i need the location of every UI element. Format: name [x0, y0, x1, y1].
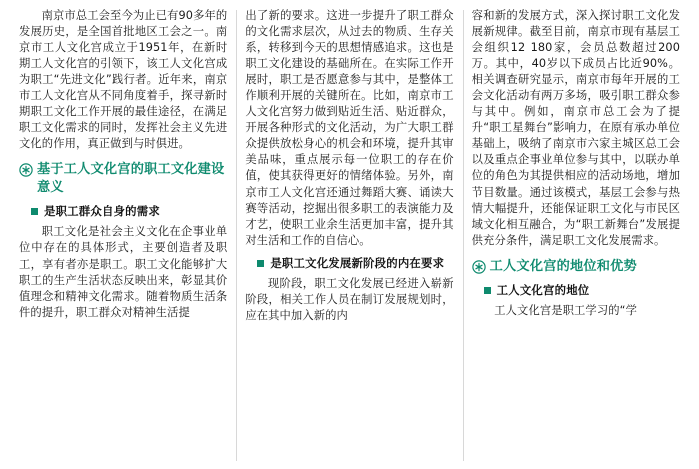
section-heading [19, 161, 227, 196]
sub-heading-label: 工人文化宫的地位 [496, 283, 590, 298]
paragraph: 职工文化是社会主义文化在企事业单位中存在的具体形式，主要创造者及职工，享有者亦是职工。职工文化能够扩大职工的生产生活状态反映出来，彰显其价值理念和精神文化需求。随着物质生活条件的提升，职工群众对精神生活提 [19, 225, 228, 319]
paragraph: 容和新的发展方式，深入探讨职工文化发展新规律。截至目前，南京市现有基层工会组织12 180家，会员总数超过200万。其中，40岁以下成员占比近90%。相关调查研究显示，南京市每年开展的工会文化活动有两万多场，吸引职工群众参与其中。例如，南京市总工会为了提升“职工星舞台”影响力，在原有承办单位基础上，吸纳了南京市六家主城区总工会以及重点企事业单位参与其中，以联办单位的角色为其提供相应的活动场地，增加节目数量。通过该模式，基层工会参与热情大幅提升，还能保证职工文化与市民区域文化相互融合，为“职工新舞台”发展提供充分条件，满足职工文化发展需求。 [471, 9, 680, 247]
paragraph: 工人文化宫是职工学习的“学 [494, 304, 637, 318]
text-column-3 [463, 8, 689, 463]
section-heading-label: 工人文化宫的地位和优势 [489, 258, 637, 274]
text-column-2 [236, 8, 462, 463]
sub-heading [19, 203, 227, 219]
sub-heading-label: 是职工文化发展新阶段的内在要求 [270, 255, 445, 270]
asterisk-circle-icon [472, 260, 486, 274]
section-heading [472, 258, 680, 276]
asterisk-circle-icon [19, 163, 33, 177]
paragraph: 出了新的要求。这进一步提升了职工群众的文化需求层次，从过去的物质、生存关系，转移到今天的思想情感追求。这也是职工文化建设的基础所在。在实际工作开展时，职工是否愿意参与其中，是整体工作顺利开展的关键所在。比如，南京市工人文化宫努力做到贴近生活、贴近群众，开展各种形式的文化活动，为广大职工群众提供放松身心的机会和环境，提升其审美品味，重点展示每一位职工的存在价值，使其获得更好的情绪体验。另外，南京市工人文化宫还通过舞蹈大赛、诵读大赛等活动，挖掘出很多职工的表演能力及才艺，使职工业余生活更加丰富，提升其对生活和工作的自信心。 [245, 9, 454, 247]
text-column-1 [10, 8, 236, 463]
sub-heading [245, 255, 453, 271]
sub-heading-label: 是职工群众自身的需求 [44, 204, 160, 219]
section-heading-label: 基于工人文化宫的职工文化建设意义 [37, 162, 225, 195]
square-bullet-icon [257, 260, 264, 267]
square-bullet-icon [484, 287, 491, 294]
paragraph: 现阶段，职工文化发展已经进入崭新阶段，相关工作人员在制订发展规划时，应在其中加入新的内 [245, 276, 454, 322]
paragraph: 南京市总工会至今为止已有90多年的发展历史，是全国首批地区工会之一。南京市工人文化宫成立于1951年，在新时期工人文化宫的引领下，该工人文化宫成为职工“先进文化”践行者。近年来，南京市工人文化宫从不同角度着手，探寻新时期职工文化工作开展的最佳途径，在满足职工文化需求的同时，发挥社会主义先进文化的作用，真正做到与时俱进。 [19, 9, 228, 151]
sub-heading [472, 282, 680, 298]
square-bullet-icon [31, 208, 38, 215]
